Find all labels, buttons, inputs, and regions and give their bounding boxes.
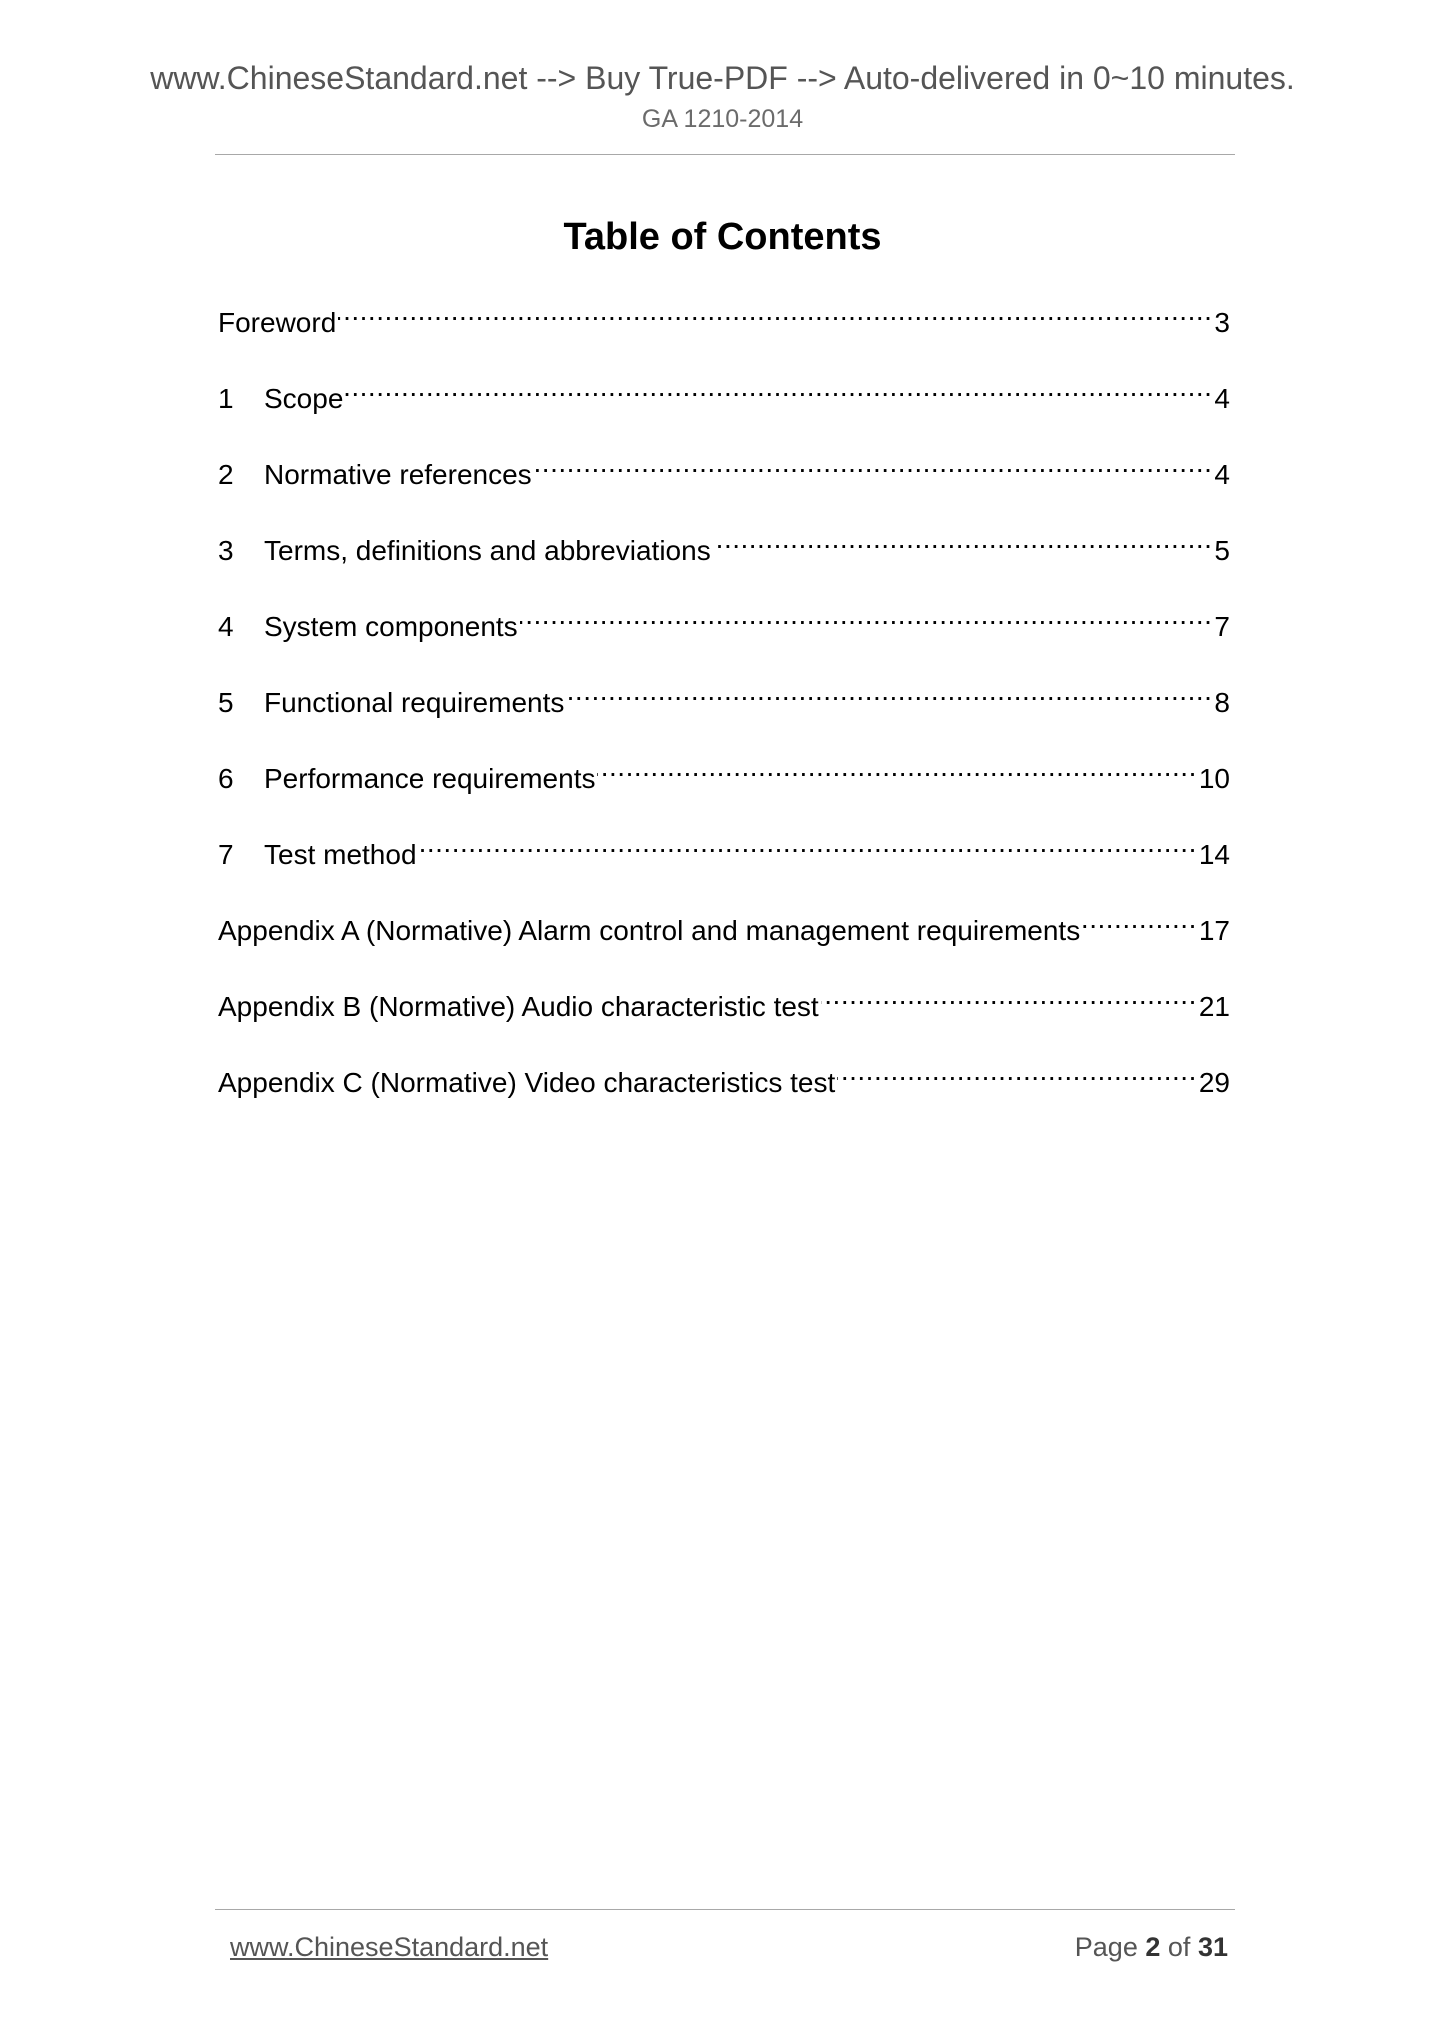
toc-entry-appendix-c[interactable]: [218, 1050, 1230, 1126]
toc-dot-leader: [566, 670, 1212, 712]
toc-entry-label: Appendix B (Normative) Audio characteristic test: [218, 991, 819, 1022]
toc-dot-leader: [713, 518, 1213, 560]
toc-entry-system-components[interactable]: [218, 594, 1230, 670]
footer-page-word: Page: [1074, 1932, 1138, 1962]
toc-entry-number: 3: [218, 535, 234, 566]
footer-of-word: of: [1167, 1932, 1191, 1962]
toc-entry-appendix-b[interactable]: [218, 974, 1230, 1050]
toc-entry-label: Appendix C (Normative) Video characteristics test: [218, 1067, 836, 1098]
footer-site-link[interactable]: www.ChineseStandard.net: [230, 1932, 549, 1962]
toc-entry-page: 7: [1214, 611, 1230, 642]
toc-entry-number: 6: [218, 763, 234, 794]
toc-dot-leader: [419, 822, 1197, 864]
toc-entry-page: 4: [1214, 383, 1230, 414]
toc-dot-leader: [338, 290, 1212, 332]
toc-entry-number: 4: [218, 611, 234, 642]
toc-dot-leader: [837, 1050, 1197, 1092]
toc-dot-leader: [345, 366, 1212, 408]
toc-entry-number: 1: [218, 383, 234, 414]
toc-entry-page: 5: [1214, 535, 1230, 566]
toc-entry-label: System components: [264, 611, 518, 642]
toc-dot-leader: [597, 746, 1196, 788]
toc-entry-page: 8: [1214, 687, 1230, 718]
toc-entry-page: 14: [1198, 839, 1230, 870]
header-divider: [215, 154, 1235, 155]
toc-entry-label: Performance requirements: [264, 763, 596, 794]
toc-entry-scope[interactable]: [218, 366, 1230, 442]
toc-entry-label: Scope: [264, 383, 344, 414]
toc-entry-label: Normative references: [264, 459, 532, 490]
footer-current-page: 2: [1145, 1932, 1161, 1962]
footer-page-indicator: [1075, 1929, 1228, 1965]
footer-total-pages: 31: [1197, 1932, 1228, 1962]
header-banner: www.ChineseStandard.net --> Buy True-PDF --> Auto-delivered in 0~10 minutes.: [150, 60, 1295, 96]
toc-entry-label: Test method: [264, 839, 417, 870]
toc-entry-terms-definitions[interactable]: [218, 518, 1230, 594]
toc-entry-foreword[interactable]: [218, 290, 1230, 366]
toc-entry-page: 4: [1214, 459, 1230, 490]
toc-dot-leader: [520, 594, 1213, 636]
toc-dot-leader: [534, 442, 1213, 484]
toc-entry-label: Terms, definitions and abbreviations: [264, 535, 711, 566]
toc-entry-appendix-a[interactable]: [218, 898, 1230, 974]
toc-entry-number: 5: [218, 687, 234, 718]
toc-entry-label: Appendix A (Normative) Alarm control and management requirements: [218, 915, 1081, 946]
toc-title: Table of Contents: [563, 216, 882, 258]
toc-entry-page: 17: [1198, 915, 1230, 946]
toc-entry-number: 2: [218, 459, 234, 490]
toc-entry-number: 7: [218, 839, 234, 870]
toc-entry-page: 10: [1198, 763, 1230, 794]
toc-entry-label: Foreword: [218, 307, 337, 338]
toc-entry-functional-requirements[interactable]: [218, 670, 1230, 746]
toc-entry-page: 3: [1214, 307, 1230, 338]
toc-list: [218, 290, 1230, 1126]
toc-entry-normative-references[interactable]: [218, 442, 1230, 518]
toc-entry-performance-requirements[interactable]: [218, 746, 1230, 822]
footer-divider: [215, 1909, 1235, 1910]
toc-entry-page: 29: [1198, 1067, 1230, 1098]
toc-entry-page: 21: [1198, 991, 1230, 1022]
document-code: GA 1210-2014: [641, 105, 804, 133]
toc-dot-leader: [1082, 898, 1197, 940]
toc-dot-leader: [821, 974, 1197, 1016]
toc-entry-test-method[interactable]: [218, 822, 1230, 898]
toc-entry-label: Functional requirements: [264, 687, 565, 718]
